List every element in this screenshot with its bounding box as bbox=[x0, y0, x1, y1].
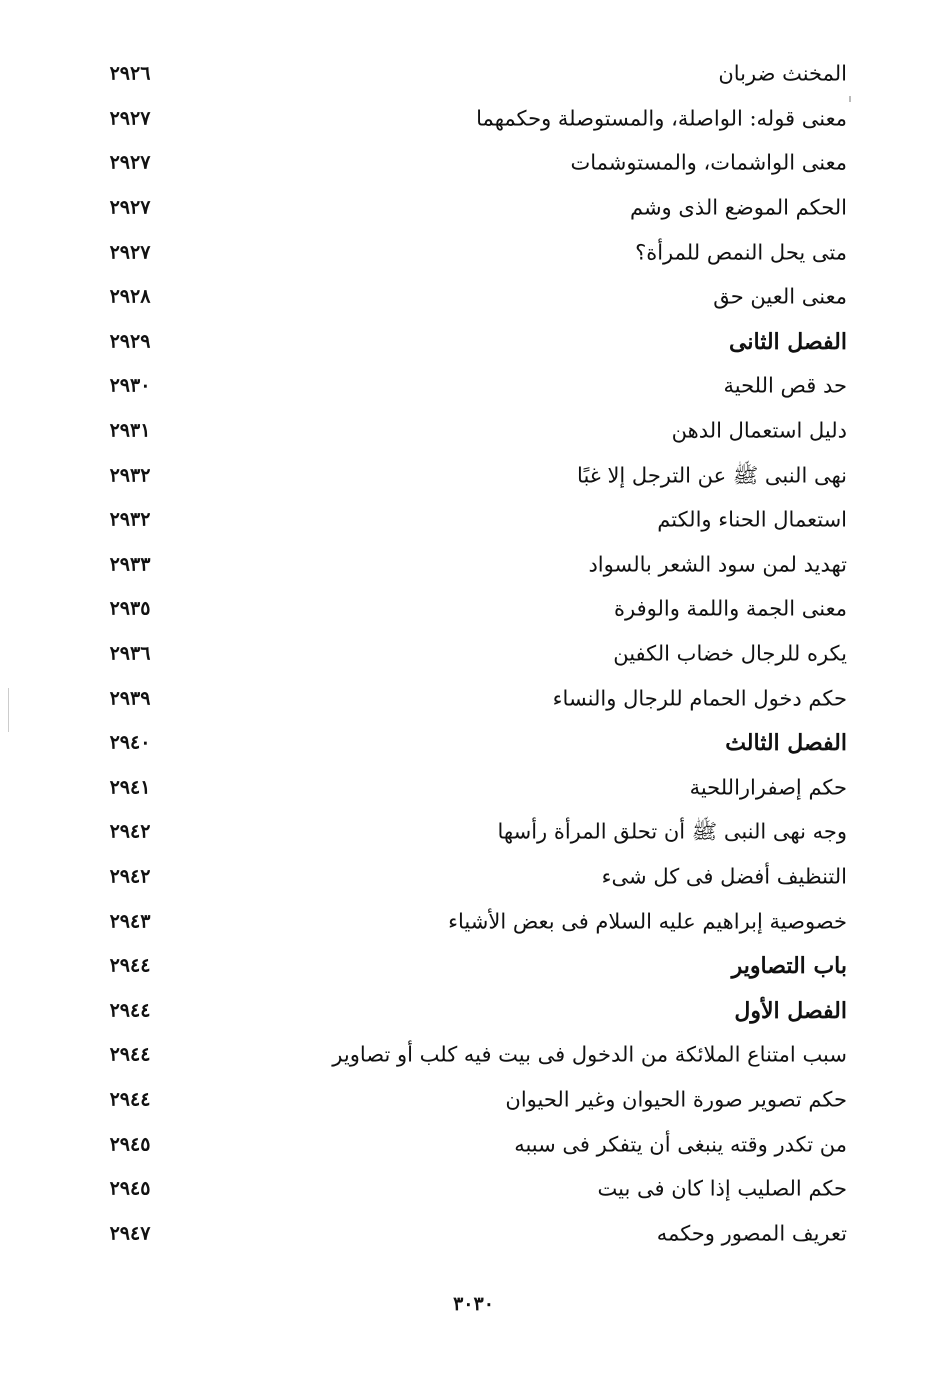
toc-entry-9 bbox=[0, 453, 947, 498]
entry-title: من تكدر وقته ينبغى أن يتفكر فى سببه bbox=[514, 1132, 847, 1157]
toc-entry-23 bbox=[0, 1078, 947, 1123]
entry-page-number: ٢٩٣٥ bbox=[109, 597, 151, 620]
entry-page-number: ٢٩٤٤ bbox=[109, 1043, 151, 1066]
toc-entry-16 bbox=[0, 766, 947, 811]
entry-title: التنظيف أفضل فى كل شىء bbox=[601, 864, 847, 889]
entry-title: تهديد لمن سود الشعر بالسواد bbox=[588, 552, 847, 577]
entry-page-number: ٢٩٣١ bbox=[109, 419, 151, 442]
toc-entry-17 bbox=[0, 810, 947, 855]
entry-title: وجه نهى النبى ﷺ أن تحلق المرأة رأسها bbox=[497, 819, 847, 844]
entry-title: حكم دخول الحمام للرجال والنساء bbox=[552, 686, 847, 711]
entry-title: دليل استعمال الدهن bbox=[671, 418, 847, 443]
entry-page-number: ٢٩٤٧ bbox=[109, 1222, 151, 1245]
entry-title: نهى النبى ﷺ عن الترجل إلا غبًا bbox=[577, 463, 847, 488]
toc-entry-24 bbox=[0, 1122, 947, 1167]
entry-title: يكره للرجال خضاب الكفين bbox=[613, 641, 847, 666]
entry-title: حد قص اللحية bbox=[723, 373, 847, 398]
entry-title: معنى العين حق bbox=[713, 284, 847, 309]
toc-section-heading bbox=[0, 721, 947, 766]
toc-entry-22 bbox=[0, 1033, 947, 1078]
entry-page-number: ٢٩٣٩ bbox=[109, 687, 151, 710]
entry-page-number: ٢٩٤٣ bbox=[109, 910, 151, 933]
entry-title: خصوصية إبراهيم عليه السلام فى بعض الأشياء bbox=[448, 909, 847, 934]
entry-title: سبب امتناع الملائكة من الدخول فى بيت فيه كلب أو تصاوير bbox=[332, 1042, 847, 1067]
entry-title: متى يحل النمص للمرأة؟ bbox=[635, 240, 847, 265]
toc-entry-0 bbox=[0, 52, 947, 97]
toc-entry-11 bbox=[0, 543, 947, 588]
entry-page-number: ٢٩٢٧ bbox=[109, 151, 151, 174]
toc-entry-3 bbox=[0, 186, 947, 231]
entry-page-number: ٢٩٣٢ bbox=[109, 508, 151, 531]
entry-page-number: ٢٩٣٣ bbox=[109, 553, 151, 576]
entry-title: معنى الواشمات، والمستوشمات bbox=[570, 150, 847, 175]
entry-title: الفصل الأول bbox=[734, 997, 847, 1024]
toc-entry-8 bbox=[0, 409, 947, 454]
toc-entry-4 bbox=[0, 230, 947, 275]
toc-entry-12 bbox=[0, 587, 947, 632]
entry-page-number: ٢٩٤٢ bbox=[109, 865, 151, 888]
toc-entry-2 bbox=[0, 141, 947, 186]
toc-entry-10 bbox=[0, 498, 947, 543]
entry-title: المخنث ضربان bbox=[718, 61, 847, 86]
entry-title: حكم إصفراراللحية bbox=[689, 775, 847, 800]
entry-page-number: ٢٩٤٤ bbox=[109, 954, 151, 977]
entry-page-number: ٢٩٤٢ bbox=[109, 820, 151, 843]
entry-title: معنى الجمة واللمة والوفرة bbox=[613, 596, 847, 621]
toc-entry-14 bbox=[0, 676, 947, 721]
toc-entry-5 bbox=[0, 275, 947, 320]
toc-section-heading bbox=[0, 988, 947, 1033]
entry-title: حكم الصليب إذا كان فى بيت bbox=[597, 1176, 847, 1201]
entry-title: تعريف المصور وحكمه bbox=[656, 1221, 847, 1246]
entry-page-number: ٢٩٢٧ bbox=[109, 196, 151, 219]
toc-entry-7 bbox=[0, 364, 947, 409]
entry-page-number: ٢٩٤٤ bbox=[109, 1088, 151, 1111]
entry-page-number: ٢٩٤٤ bbox=[109, 999, 151, 1022]
entry-page-number: ٢٩٢٦ bbox=[109, 62, 151, 85]
entry-page-number: ٢٩٢٩ bbox=[109, 330, 151, 353]
toc-entry-25 bbox=[0, 1167, 947, 1212]
entry-page-number: ٢٩٤٥ bbox=[109, 1133, 151, 1156]
entry-page-number: ٢٩٢٧ bbox=[109, 241, 151, 264]
toc-entry-19 bbox=[0, 899, 947, 944]
entry-page-number: ٢٩٢٨ bbox=[109, 285, 151, 308]
toc-entry-18 bbox=[0, 855, 947, 900]
toc-entry-1 bbox=[0, 97, 947, 142]
scan-edge-mark bbox=[8, 688, 9, 732]
entry-title: حكم تصوير صورة الحيوان وغير الحيوان bbox=[505, 1087, 847, 1112]
entry-page-number: ٢٩٣٠ bbox=[109, 374, 151, 397]
entry-page-number: ٢٩٤٥ bbox=[109, 1177, 151, 1200]
entry-title: الحكم الموضع الذى وشم bbox=[629, 195, 847, 220]
entry-page-number: ٢٩٤٠ bbox=[109, 731, 151, 754]
toc-chapter-heading bbox=[0, 944, 947, 989]
entry-title: الفصل الثانى bbox=[729, 328, 847, 355]
scan-speck bbox=[849, 96, 851, 102]
toc-entry-13 bbox=[0, 632, 947, 677]
entry-page-number: ٢٩٤١ bbox=[109, 776, 151, 799]
entry-title: الفصل الثالث bbox=[725, 730, 847, 757]
toc-section-heading bbox=[0, 320, 947, 365]
toc-entry-26 bbox=[0, 1211, 947, 1256]
entry-title: استعمال الحناء والكتم bbox=[657, 507, 847, 532]
entry-title: باب التصاوير bbox=[731, 953, 847, 980]
entry-page-number: ٢٩٢٧ bbox=[109, 107, 151, 130]
entry-page-number: ٢٩٣٦ bbox=[109, 642, 151, 665]
table-of-contents bbox=[0, 52, 947, 1256]
entry-page-number: ٢٩٣٢ bbox=[109, 464, 151, 487]
page-number: ٣٠٣٠ bbox=[453, 1293, 494, 1315]
entry-title: معنى قوله: الواصلة، والمستوصلة وحكمهما bbox=[476, 106, 847, 131]
